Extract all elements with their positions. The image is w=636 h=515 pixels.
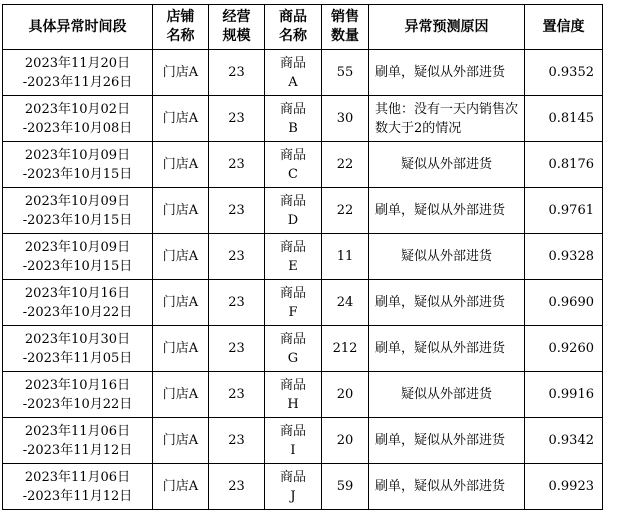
period-cell (3, 418, 153, 464)
product-code: H (287, 396, 299, 412)
quantity-cell: 30 (322, 96, 369, 142)
quantity-cell: 11 (322, 234, 369, 280)
reason-cell: 其他：没有一天内销售次数大于2的情况 (369, 96, 525, 142)
table-row (3, 50, 603, 96)
scale-cell: 23 (209, 418, 265, 464)
table-row (3, 142, 603, 188)
anomaly-table (2, 4, 603, 510)
product-cell (265, 372, 322, 418)
confidence-cell: 0.9690 (525, 280, 603, 326)
period-end: -2023年10月15日 (22, 166, 133, 182)
reason-cell: 刷单，疑似从外部进货 (369, 464, 525, 510)
confidence-cell: 0.9923 (525, 464, 603, 510)
store-cell: 门店A (153, 372, 209, 418)
product-code: E (288, 258, 298, 274)
table-row (3, 326, 603, 372)
period-cell (3, 142, 153, 188)
store-cell: 门店A (153, 50, 209, 96)
scale-cell: 23 (209, 188, 265, 234)
period-end: -2023年11月12日 (22, 488, 133, 504)
reason-cell: 刷单，疑似从外部进货 (369, 280, 525, 326)
period-cell (3, 280, 153, 326)
confidence-cell: 0.8176 (525, 142, 603, 188)
period-start: 2023年10月16日 (24, 377, 131, 393)
product-label: 商品 (279, 101, 306, 117)
store-cell: 门店A (153, 96, 209, 142)
table-row (3, 372, 603, 418)
period-cell (3, 326, 153, 372)
period-end: -2023年11月26日 (22, 74, 133, 90)
store-cell: 门店A (153, 188, 209, 234)
period-start: 2023年10月02日 (24, 101, 131, 117)
store-cell: 门店A (153, 280, 209, 326)
store-cell: 门店A (153, 418, 209, 464)
product-label: 商品 (279, 469, 306, 485)
reason-cell: 刷单，疑似从外部进货 (369, 418, 525, 464)
confidence-cell: 0.9328 (525, 234, 603, 280)
table-row (3, 188, 603, 234)
period-start: 2023年11月20日 (24, 55, 131, 71)
period-cell (3, 96, 153, 142)
period-start: 2023年10月09日 (24, 193, 131, 209)
product-cell (265, 142, 322, 188)
period-cell (3, 188, 153, 234)
product-label: 商品 (279, 377, 306, 393)
scale-cell: 23 (209, 50, 265, 96)
period-end: -2023年10月22日 (22, 396, 133, 412)
product-label: 商品 (279, 239, 306, 255)
period-start: 2023年10月30日 (24, 331, 131, 347)
quantity-cell: 20 (322, 372, 369, 418)
product-cell (265, 280, 322, 326)
scale-cell: 23 (209, 464, 265, 510)
period-start: 2023年10月09日 (24, 239, 131, 255)
quantity-cell: 59 (322, 464, 369, 510)
confidence-cell: 0.9916 (525, 372, 603, 418)
product-code: B (288, 120, 298, 136)
product-code: I (290, 442, 296, 458)
period-end: -2023年10月15日 (22, 258, 133, 274)
product-label: 商品 (279, 423, 306, 439)
confidence-cell: 0.9352 (525, 50, 603, 96)
reason-cell: 刷单，疑似从外部进货 (369, 188, 525, 234)
reason-cell: 疑似从外部进货 (369, 372, 525, 418)
product-cell (265, 464, 322, 510)
product-label: 商品 (279, 331, 306, 347)
product-code: J (290, 488, 296, 504)
table-row (3, 96, 603, 142)
period-cell (3, 464, 153, 510)
reason-cell: 疑似从外部进货 (369, 142, 525, 188)
table-row (3, 280, 603, 326)
header-product: 商品 名称 (265, 5, 322, 50)
header-store: 店铺 名称 (153, 5, 209, 50)
confidence-cell: 0.8145 (525, 96, 603, 142)
table-header-row (3, 5, 603, 50)
product-cell (265, 50, 322, 96)
period-end: -2023年11月05日 (22, 350, 133, 366)
quantity-cell: 22 (322, 188, 369, 234)
product-cell (265, 418, 322, 464)
scale-cell: 23 (209, 280, 265, 326)
quantity-cell: 22 (322, 142, 369, 188)
quantity-cell: 55 (322, 50, 369, 96)
product-cell (265, 326, 322, 372)
table-row (3, 464, 603, 510)
period-start: 2023年11月06日 (24, 423, 131, 439)
period-cell (3, 50, 153, 96)
confidence-cell: 0.9761 (525, 188, 603, 234)
product-code: G (287, 350, 299, 366)
quantity-cell: 212 (322, 326, 369, 372)
period-cell (3, 234, 153, 280)
scale-cell: 23 (209, 372, 265, 418)
scale-cell: 23 (209, 142, 265, 188)
reason-cell: 疑似从外部进货 (369, 234, 525, 280)
period-end: -2023年10月22日 (22, 304, 133, 320)
period-start: 2023年10月09日 (24, 147, 131, 163)
store-cell: 门店A (153, 142, 209, 188)
header-period: 具体异常时间段 (3, 5, 153, 50)
quantity-cell: 20 (322, 418, 369, 464)
confidence-cell: 0.9342 (525, 418, 603, 464)
quantity-cell: 24 (322, 280, 369, 326)
product-cell (265, 188, 322, 234)
product-cell (265, 234, 322, 280)
period-end: -2023年10月15日 (22, 212, 133, 228)
product-code: D (287, 212, 299, 228)
store-cell: 门店A (153, 234, 209, 280)
product-code: C (288, 166, 298, 182)
header-scale: 经营 规模 (209, 5, 265, 50)
scale-cell: 23 (209, 326, 265, 372)
header-reason: 异常预测原因 (369, 5, 525, 50)
product-code: F (288, 304, 298, 320)
reason-cell: 刷单，疑似从外部进货 (369, 50, 525, 96)
period-end: -2023年11月12日 (22, 442, 133, 458)
store-cell: 门店A (153, 464, 209, 510)
product-label: 商品 (279, 55, 306, 71)
period-end: -2023年10月08日 (22, 120, 133, 136)
store-cell: 门店A (153, 326, 209, 372)
scale-cell: 23 (209, 96, 265, 142)
product-label: 商品 (279, 285, 306, 301)
period-cell (3, 372, 153, 418)
product-label: 商品 (279, 147, 306, 163)
period-start: 2023年11月06日 (24, 469, 131, 485)
table-row (3, 418, 603, 464)
confidence-cell: 0.9260 (525, 326, 603, 372)
product-cell (265, 96, 322, 142)
table-row (3, 234, 603, 280)
product-code: A (288, 74, 298, 90)
reason-cell: 刷单，疑似从外部进货 (369, 326, 525, 372)
header-quantity: 销售 数量 (322, 5, 369, 50)
scale-cell: 23 (209, 234, 265, 280)
header-confidence: 置信度 (525, 5, 603, 50)
period-start: 2023年10月16日 (24, 285, 131, 301)
table-body (3, 50, 603, 510)
product-label: 商品 (279, 193, 306, 209)
